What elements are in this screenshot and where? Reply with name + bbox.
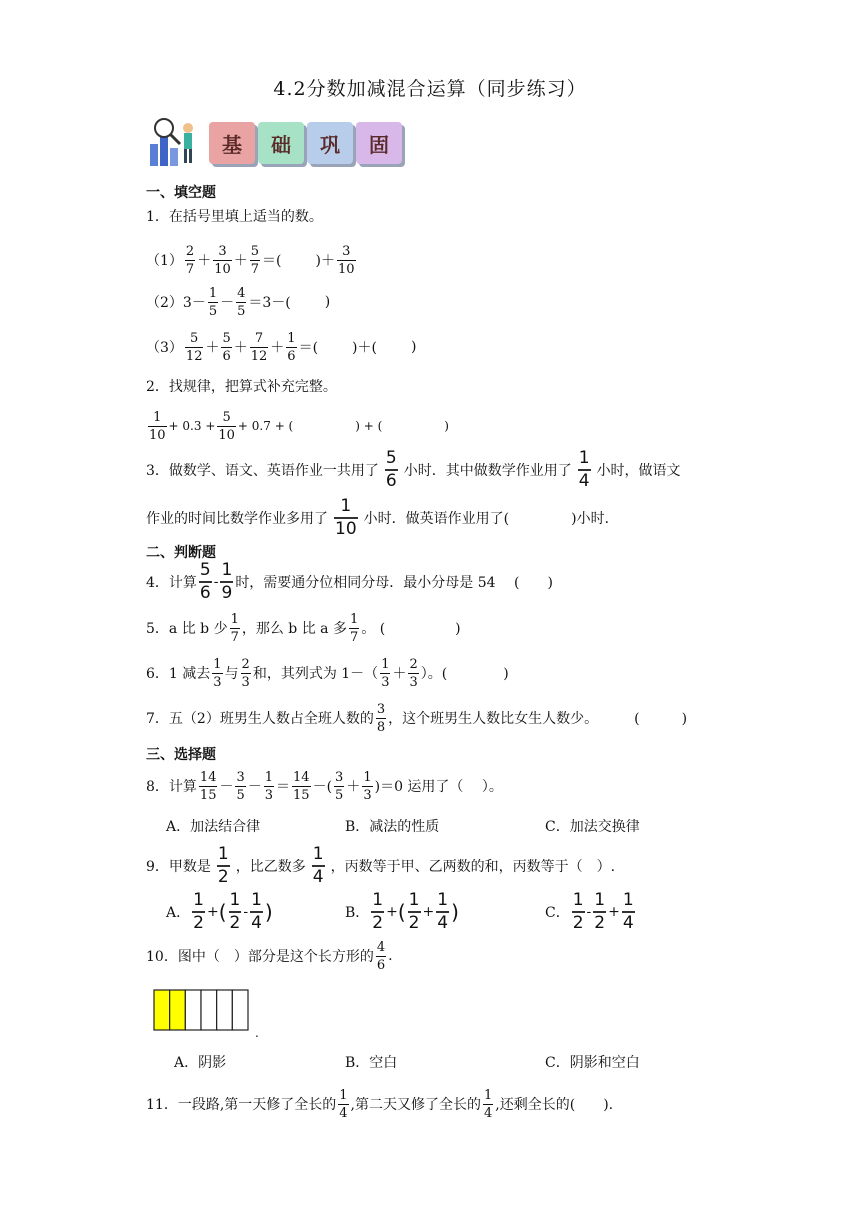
option-9c[interactable]: C． $\frac{1}{2}$ - $\frac{1}{2}$ + $\frac{1}{4}$: [545, 890, 634, 933]
question-1-part-2: （2）3－ $\frac{1}{5}$ － $\frac{4}{5}$ ＝3－( ): [146, 285, 331, 319]
question-7: 7．五（2）班男生人数占全班人数的 $\frac{3}{8}$ ，这个班男生人数比女生人数少。 ( ): [146, 701, 688, 735]
question-1-part-3: （3） $\frac{5}{12}$ ＋ $\frac{5}{6}$ ＋ $\frac{7}{12}$ ＋ $\frac{1}{6}$ ＝( )＋( ): [146, 330, 417, 364]
banner-char-3: 巩: [307, 122, 353, 164]
rectangle-cell: [217, 990, 233, 1030]
question-3-line-2: 作业的时间比数学作业多用了 $\frac{1}{10}$ 小时．做英语作业用了( )小时．: [146, 496, 619, 539]
rectangle-cell: [201, 990, 217, 1030]
question-2-stem: 2．找规律，把算式补充完整。: [146, 379, 337, 395]
option-10b[interactable]: B．空白: [345, 1055, 398, 1071]
banner-char-2: 础: [258, 122, 304, 164]
question-2-expression: $\frac{1}{10}$ + 0.3 + $\frac{5}{10}$ + 0.7 + ( ) + ( ): [149, 409, 449, 443]
rectangle-cell: [154, 990, 170, 1030]
question-1-part-1: （1） $\frac{2}{7}$ ＋ $\frac{3}{10}$ ＋ $\frac{5}{7}$ ＝( )＋ $\frac{3}{10}$: [146, 243, 355, 277]
banner-char-4: 固: [356, 122, 402, 164]
section-heading-fill-blank: 一、填空题: [146, 185, 216, 201]
option-9b[interactable]: B． $\frac{1}{2}$ + ( $\frac{1}{2}$ + $\frac{1}{4}$ ): [345, 890, 459, 933]
option-8b[interactable]: B．减法的性质: [345, 819, 440, 835]
rectangle-cell: [232, 990, 248, 1030]
option-8c[interactable]: C．加法交换律: [545, 819, 640, 835]
option-10a[interactable]: A．阴影: [174, 1055, 227, 1071]
page-title: 4.2分数加减混合运算（同步练习）: [273, 78, 587, 100]
question-8: 8．计算 $\frac{14}{15}$ － $\frac{3}{5}$ － $\frac{1}{3}$ ＝ $\frac{14}{15}$ －( $\frac{3}{5}$ ＋ $\frac{1}{3}$ )＝0 运用了（ ）。: [146, 769, 503, 803]
question-9: 9．甲数是 $\frac{1}{2}$ ，比乙数多 $\frac{1}{4}$ ，丙数等于甲、乙两数的和，丙数等于（ ）.: [146, 844, 616, 887]
option-9a[interactable]: A． $\frac{1}{2}$ + ( $\frac{1}{2}$ - $\frac{1}{4}$ ): [166, 890, 273, 933]
question-6: 6．1 减去 $\frac{1}{3}$ 与 $\frac{2}{3}$ 和，其列式为 1－（ $\frac{1}{3}$ ＋ $\frac{2}{3}$ ）。( ): [146, 656, 509, 690]
rectangle-cell: [185, 990, 201, 1030]
rectangle-cell: [170, 990, 186, 1030]
question-3-line-1: 3．做数学、语文、英语作业一共用了 $\frac{5}{6}$ 小时．其中做数学作业用了 $\frac{1}{4}$ 小时，做语文: [146, 448, 681, 491]
question-1-stem: 1．在括号里填上适当的数。: [146, 209, 323, 225]
rectangle-figure: [153, 989, 249, 1031]
question-11: 11．一段路,第一天修了全长的 $\frac{1}{4}$ ,第二天又修了全长的 $\frac{1}{4}$ ,还剩全长的( ).: [146, 1087, 614, 1121]
option-8a[interactable]: A．加法结合律: [166, 819, 261, 835]
question-5: 5．a 比 b 少 $\frac{1}{7}$ ，那么 b 比 a 多 $\frac{1}{7}$ 。 ( ): [146, 611, 461, 645]
question-4: 4．计算 $\frac{5}{6}$ - $\frac{1}{9}$ 时，需要通分位相同分母．最小分母是 54 ( ): [146, 560, 553, 603]
section-heading-true-false: 二、判断题: [146, 545, 216, 561]
option-10c[interactable]: C．阴影和空白: [545, 1055, 640, 1071]
banner-illustration: [146, 114, 204, 170]
section-heading-multiple-choice: 三、选择题: [146, 747, 216, 763]
banner-char-1: 基: [209, 122, 255, 164]
question-10: 10．图中（ ）部分是这个长方形的 $\frac{4}{6}$ .: [146, 939, 393, 973]
figure-period: .: [255, 1026, 259, 1040]
